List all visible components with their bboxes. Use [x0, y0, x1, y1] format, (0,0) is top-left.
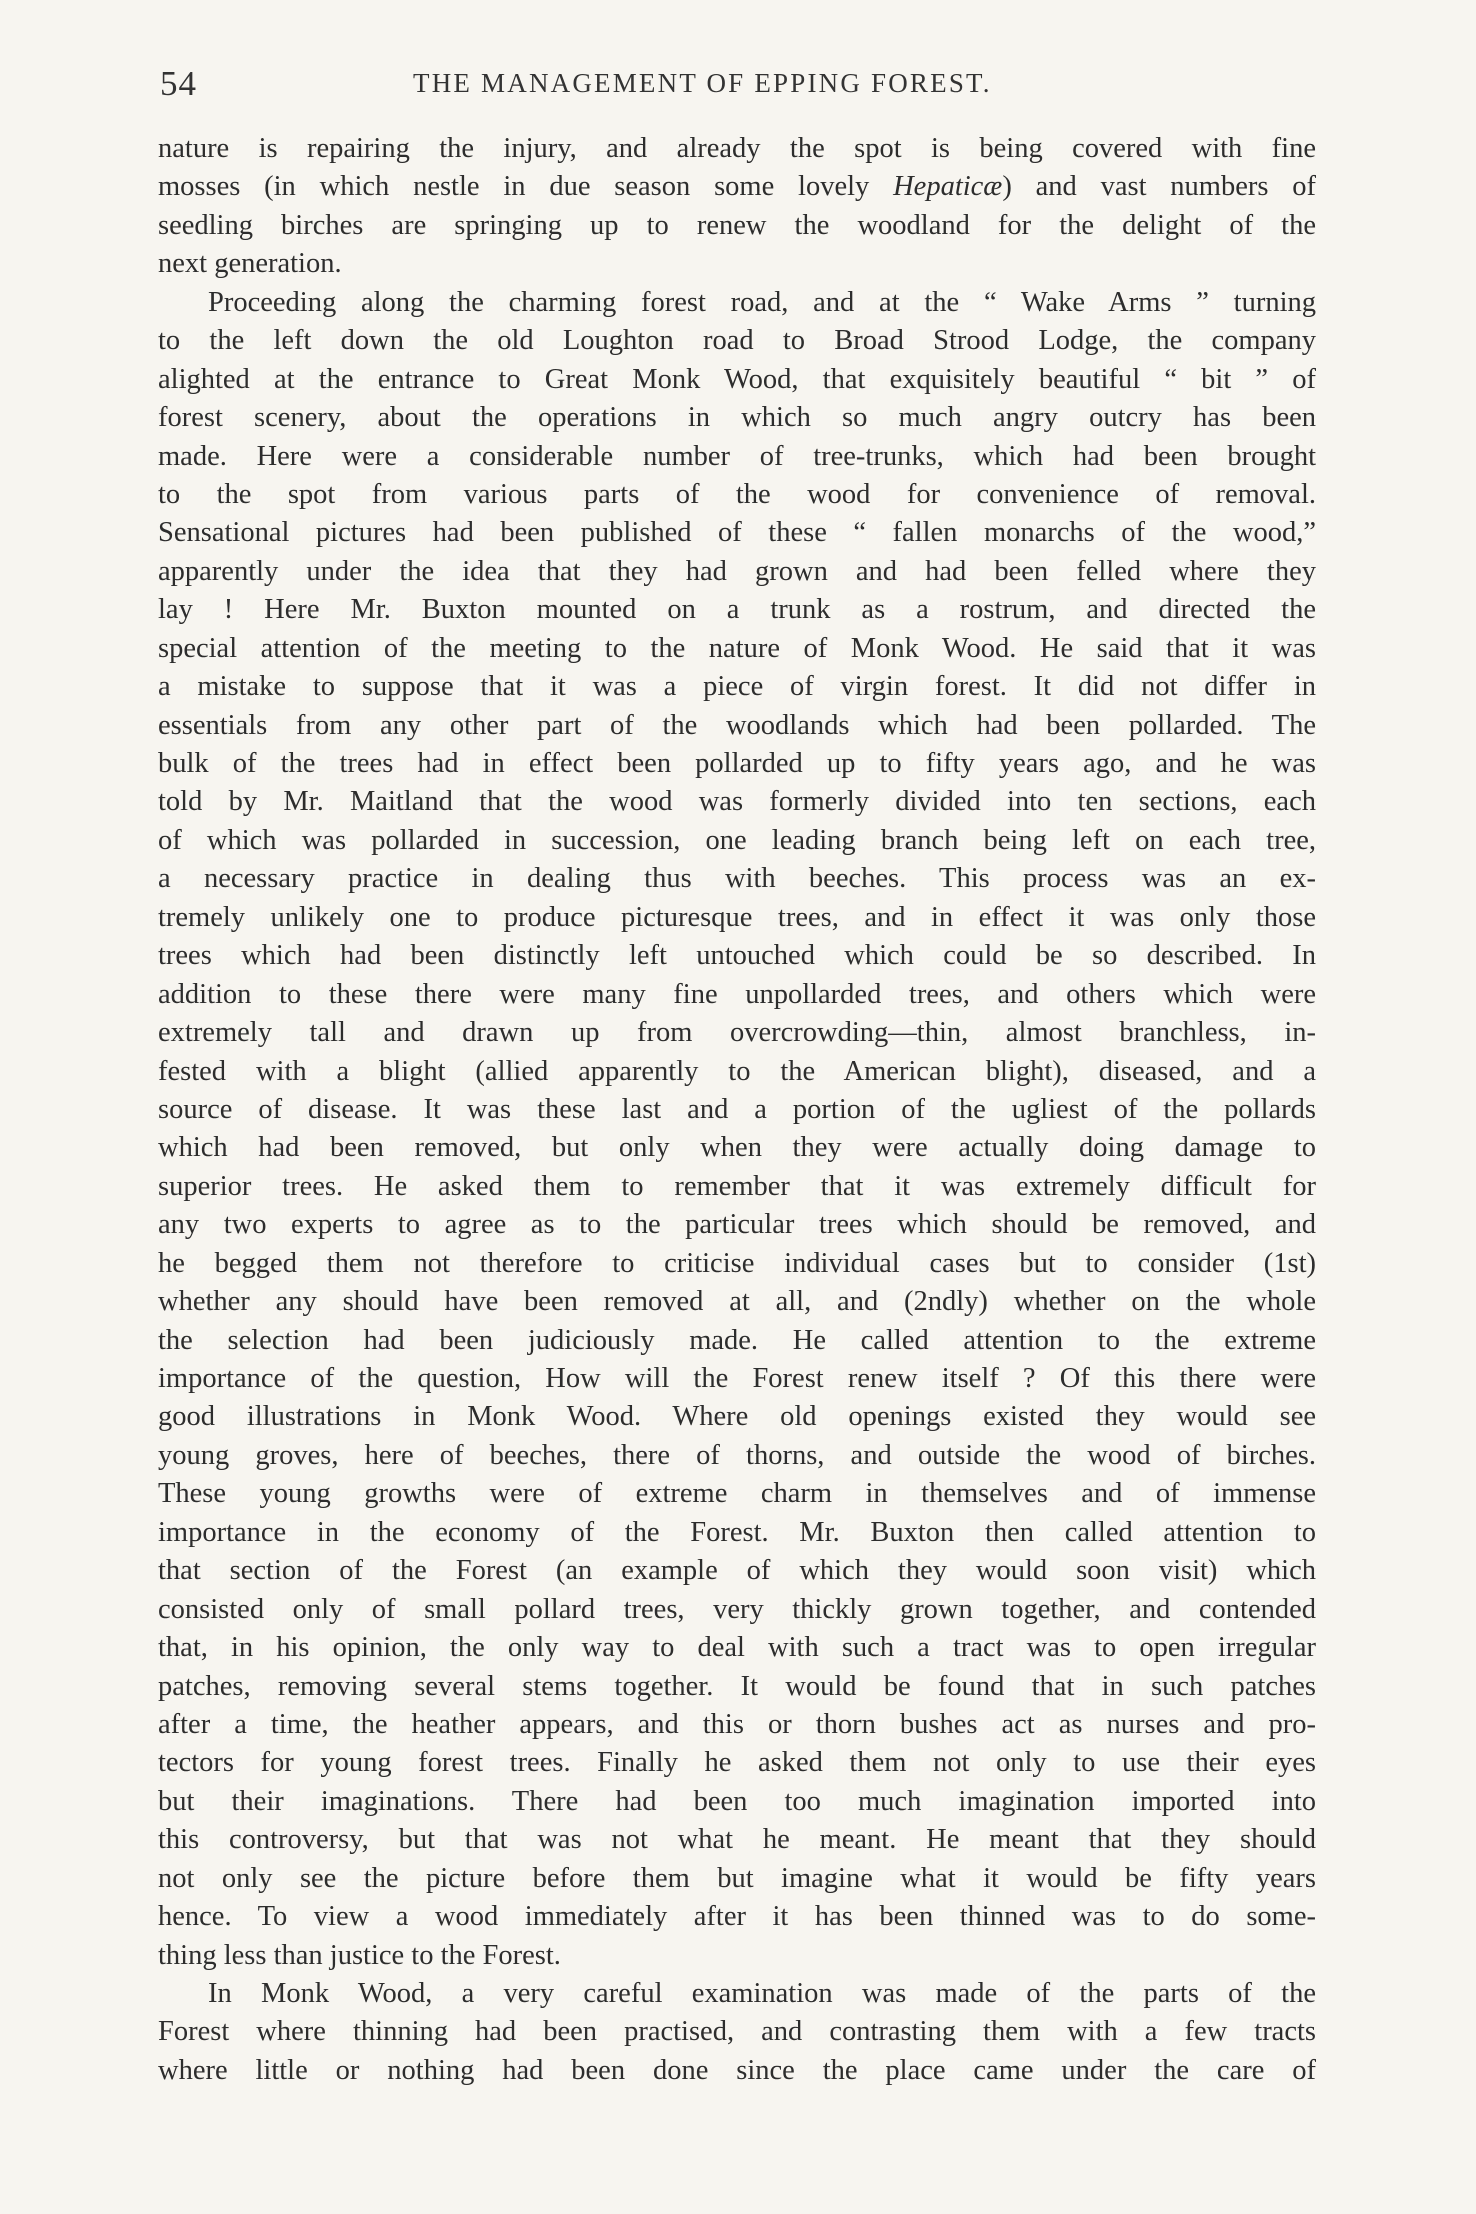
- text-line: essentials from any other part of the woodlands which had been pollarded. The: [158, 709, 1316, 741]
- text-line: to the left down the old Loughton road to Broad Strood Lodge, the company: [158, 325, 1316, 357]
- text-line: superior trees. He asked them to remember that it was extremely difficult for: [158, 1170, 1316, 1202]
- text-line: importance in the economy of the Forest. Mr. Buxton then called attention to: [158, 1516, 1316, 1548]
- text-line-paragraph-start: In Monk Wood, a very careful examination was made of the parts of the: [208, 1978, 1316, 2009]
- text-line: hence. To view a wood immediately after it has been thinned was to do some-: [158, 1901, 1316, 1933]
- text-line: a mistake to suppose that it was a piece of virgin forest. It did not differ in: [158, 671, 1316, 703]
- text-line: good illustrations in Monk Wood. Where old openings existed they would see: [158, 1401, 1316, 1433]
- body-text: [158, 130, 1316, 2090]
- text-line: special attention of the meeting to the nature of Monk Wood. He said that it was: [158, 632, 1316, 664]
- text-line-with-italic: mosses (in which nestle in due season some lovely Hepaticæ) and vast numbers of: [158, 171, 1316, 203]
- text-line: tremely unlikely one to produce picturesque trees, and in effect it was only those: [158, 901, 1316, 933]
- text-line: trees which had been distinctly left untouched which could be so described. In: [158, 940, 1316, 972]
- text-line: Sensational pictures had been published of these “ fallen monarchs of the wood,”: [158, 517, 1316, 549]
- text-line-paragraph-end: next generation.: [158, 248, 342, 280]
- text-line: where little or nothing had been done since the place came under the care of: [158, 2054, 1316, 2086]
- text-line: told by Mr. Maitland that the wood was formerly divided into ten sections, each: [158, 786, 1316, 818]
- text-line: made. Here were a considerable number of tree-trunks, which had been brought: [158, 440, 1316, 472]
- text-line: consisted only of small pollard trees, very thickly grown together, and contended: [158, 1593, 1316, 1625]
- text-line-paragraph-end: thing less than justice to the Forest.: [158, 1939, 561, 1971]
- text-line: the selection had been judiciously made. He called attention to the extreme: [158, 1324, 1316, 1356]
- text-line: tectors for young forest trees. Finally he asked them not only to use their eyes: [158, 1747, 1316, 1779]
- text-line: not only see the picture before them but imagine what it would be fifty years: [158, 1862, 1316, 1894]
- text-line: importance of the question, How will the Forest renew itself ? Of this there were: [158, 1363, 1316, 1394]
- text-line-paragraph-start: Proceeding along the charming forest road, and at the “ Wake Arms ” turning: [208, 286, 1316, 318]
- text-line: this controversy, but that was not what he meant. He meant that they should: [158, 1824, 1316, 1856]
- text-line: but their imaginations. There had been too much imagination imported into: [158, 1785, 1316, 1817]
- text-line: source of disease. It was these last and a portion of the ugliest of the pollards: [158, 1093, 1316, 1125]
- text-line: Forest where thinning had been practised, and contrasting them with a few tracts: [158, 2016, 1316, 2048]
- page-number: 54: [160, 64, 197, 103]
- text-line: extremely tall and drawn up from overcrowding—thin, almost branchless, in-: [158, 1017, 1316, 1049]
- text-line: bulk of the trees had in effect been pollarded up to fifty years ago, and he was: [158, 748, 1316, 779]
- page-header: [158, 54, 1338, 114]
- text-line: forest scenery, about the operations in which so much angry outcry has been: [158, 402, 1316, 434]
- text-line: alighted at the entrance to Great Monk Wood, that exquisitely beautiful “ bit ” of: [158, 363, 1316, 395]
- text-line: lay ! Here Mr. Buxton mounted on a trunk as a rostrum, and directed the: [158, 594, 1316, 626]
- text-line: of which was pollarded in succession, one leading branch being left on each tree,: [158, 824, 1316, 856]
- text-line: he begged them not therefore to criticise individual cases but to consider (1st): [158, 1247, 1316, 1279]
- text-line: apparently under the idea that they had grown and had been felled where they: [158, 555, 1316, 587]
- text-line: seedling birches are springing up to renew the woodland for the delight of the: [158, 209, 1316, 241]
- running-title: THE MANAGEMENT OF EPPING FOREST.: [413, 68, 992, 98]
- text-line: addition to these there were many fine unpollarded trees, and others which were: [158, 978, 1316, 1010]
- text-line: young groves, here of beeches, there of thorns, and outside the wood of birches.: [158, 1439, 1316, 1471]
- text-line: which had been removed, but only when they were actually doing damage to: [158, 1132, 1316, 1164]
- text-line: a necessary practice in dealing thus with beeches. This process was an ex-: [158, 863, 1316, 895]
- text-line: whether any should have been removed at all, and (2ndly) whether on the whole: [158, 1286, 1316, 1318]
- text-line: after a time, the heather appears, and this or thorn bushes act as nurses and pro-: [158, 1708, 1316, 1740]
- text-line: to the spot from various parts of the wood for convenience of removal.: [158, 478, 1316, 510]
- italic-term-hepaticae: Hepaticæ: [893, 171, 1003, 203]
- text-line: patches, removing several stems together. It would be found that in such patches: [158, 1670, 1316, 1702]
- text-line: that section of the Forest (an example of which they would soon visit) which: [158, 1555, 1316, 1587]
- text-line: fested with a blight (allied apparently to the American blight), diseased, and a: [158, 1055, 1316, 1087]
- text-line: that, in his opinion, the only way to deal with such a tract was to open irregular: [158, 1632, 1316, 1664]
- text-line: These young growths were of extreme charm in themselves and of immense: [158, 1478, 1316, 1510]
- text-line: any two experts to agree as to the particular trees which should be removed, and: [158, 1209, 1316, 1241]
- text-line: nature is repairing the injury, and already the spot is being covered with fine: [158, 133, 1316, 164]
